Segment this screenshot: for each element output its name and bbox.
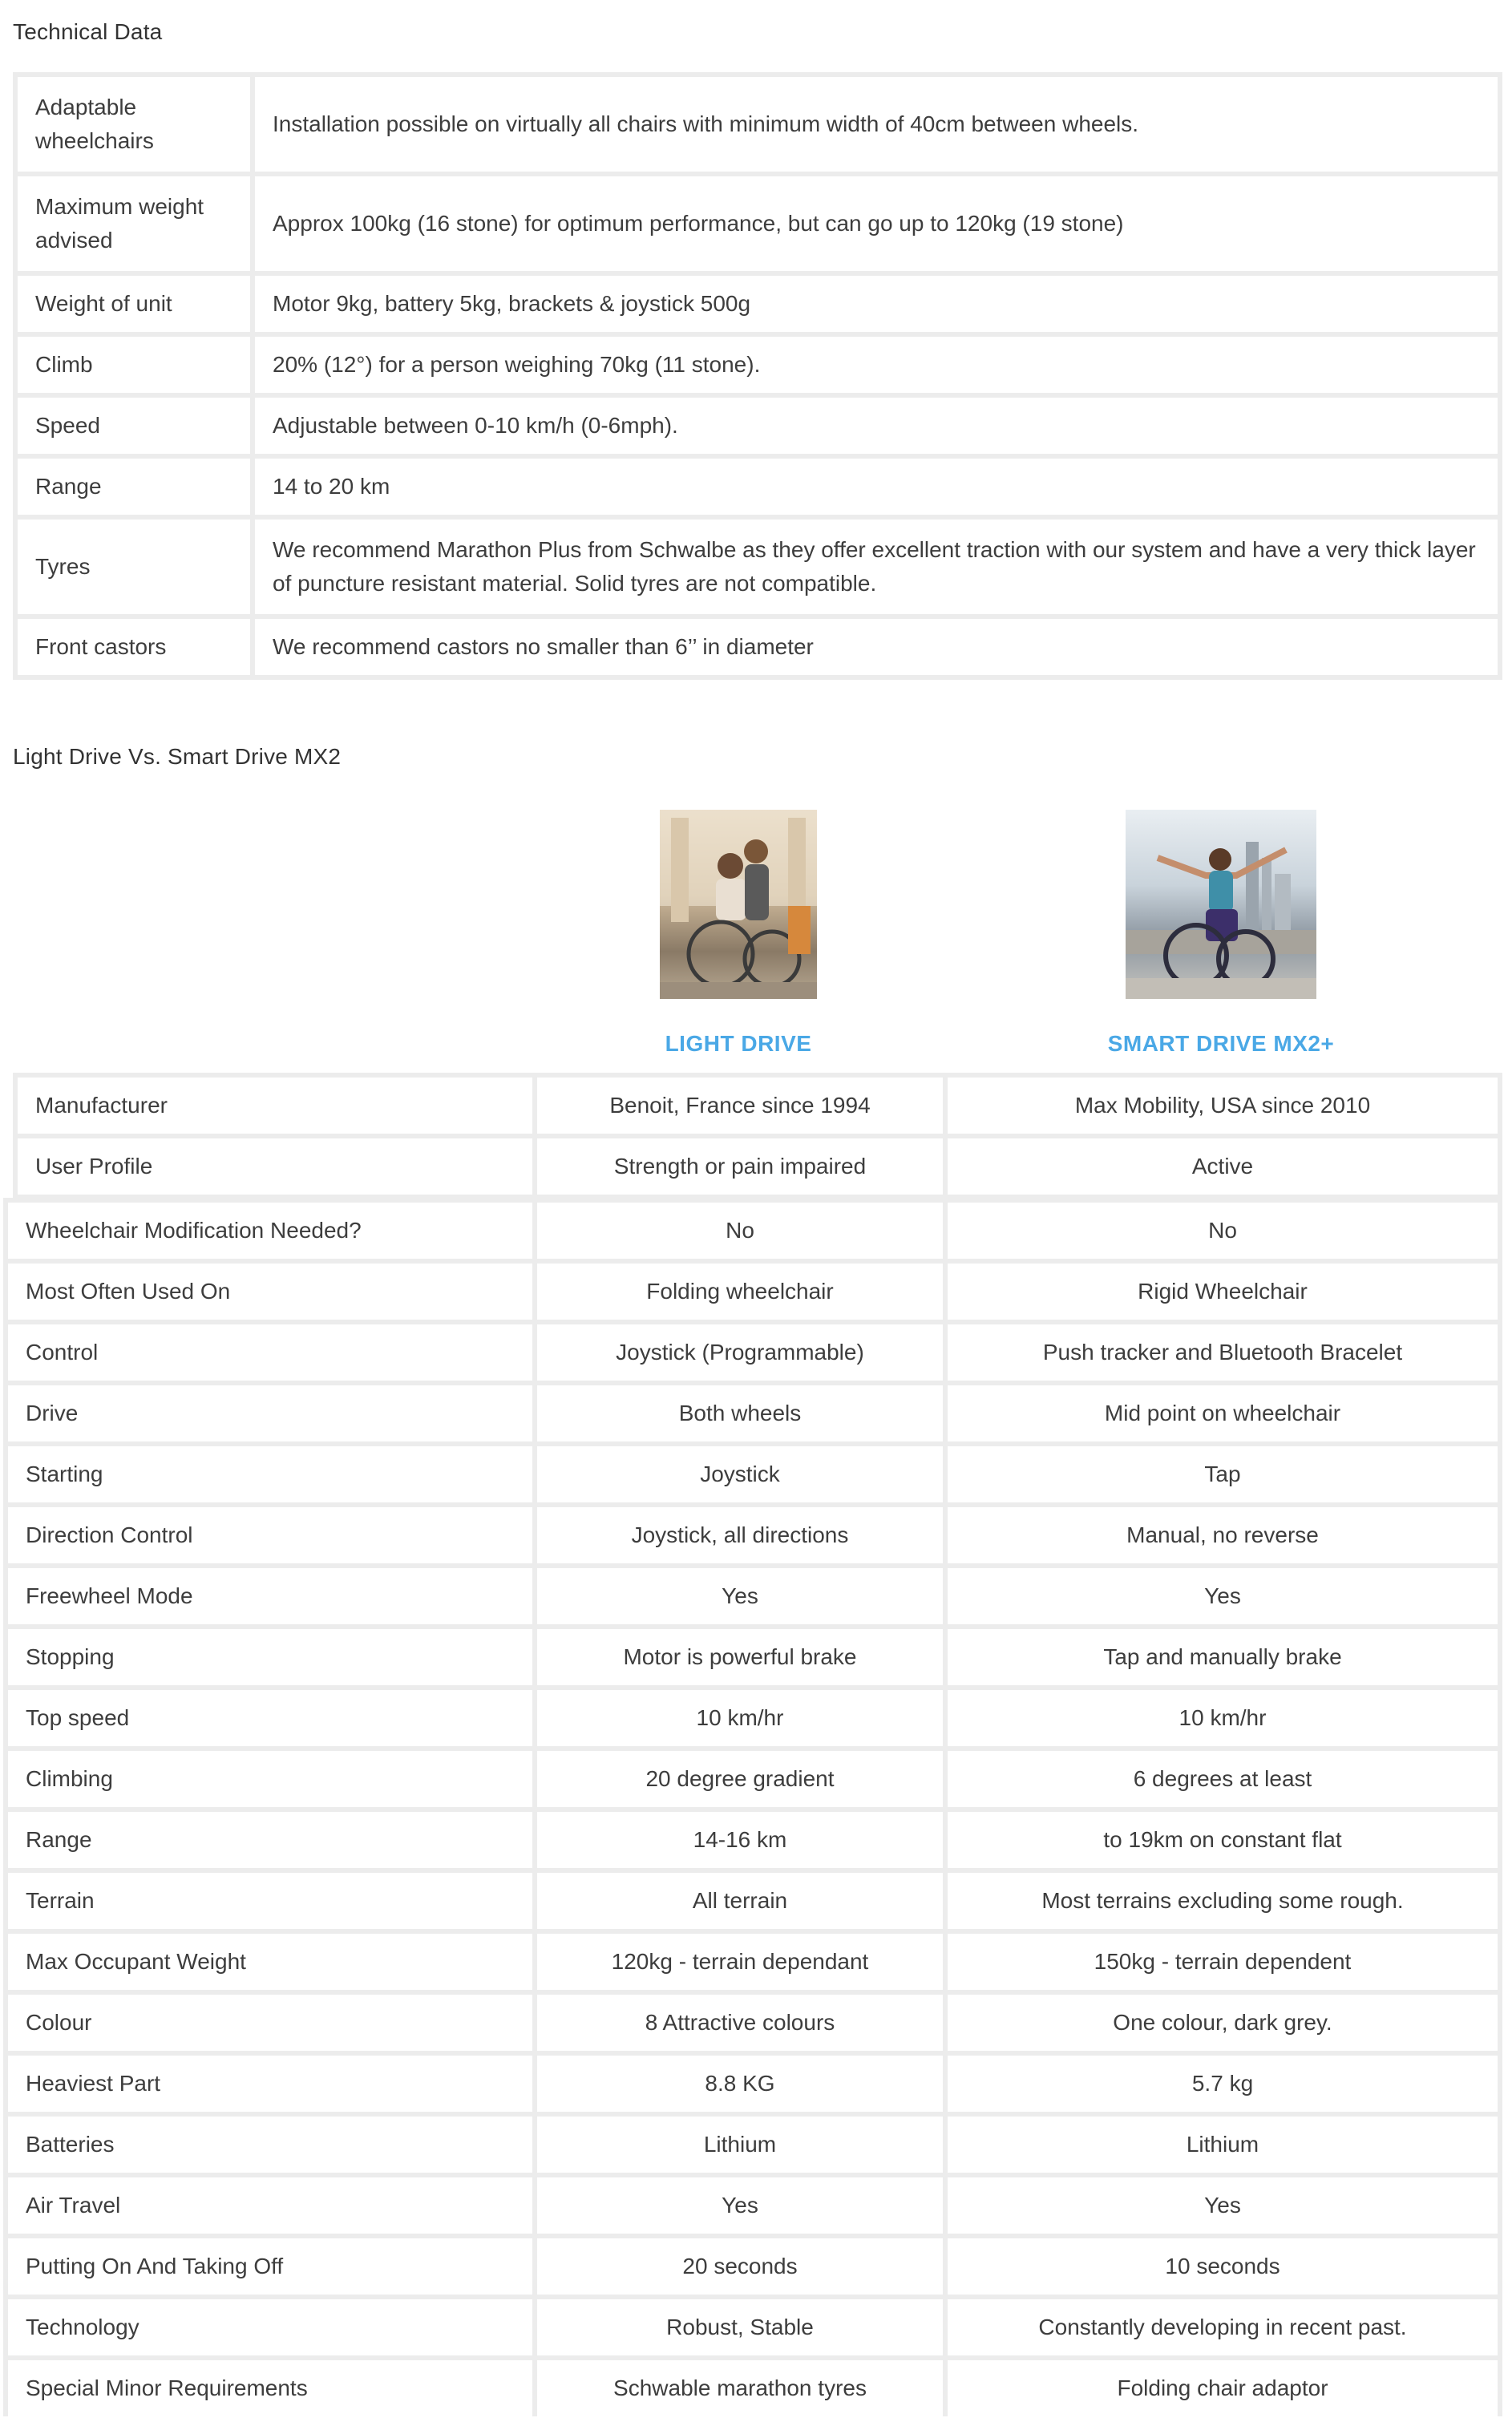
light-drive-cell: Yes — [537, 2177, 943, 2234]
light-drive-cell: 20 seconds — [537, 2238, 943, 2295]
table-row — [8, 1934, 1498, 1990]
light-drive-cell: Joystick — [537, 1446, 943, 1502]
table-row — [18, 459, 1498, 515]
row-label: Tyres — [18, 520, 250, 614]
smart-drive-cell: Yes — [948, 2177, 1498, 2234]
smart-drive-cell: Tap — [948, 1446, 1498, 1502]
smart-drive-cell: 10 km/hr — [948, 1690, 1498, 1746]
smart-drive-cell: 150kg - terrain dependent — [948, 1934, 1498, 1990]
light-drive-cell: 20 degree gradient — [537, 1751, 943, 1807]
comparison-table-main — [3, 1198, 1502, 2416]
technical-data-table — [13, 72, 1502, 680]
row-label: Adaptable wheelchairs — [18, 77, 250, 172]
smart-drive-cell: Max Mobility, USA since 2010 — [948, 1078, 1498, 1134]
smart-drive-cell: Manual, no reverse — [948, 1507, 1498, 1563]
table-row — [18, 337, 1498, 393]
attribute-cell: Stopping — [8, 1629, 532, 1685]
table-row — [8, 1264, 1498, 1320]
table-row — [18, 276, 1498, 332]
smart-drive-cell: Lithium — [948, 2117, 1498, 2173]
smart-drive-cell: Yes — [948, 1568, 1498, 1624]
smart-drive-cell: 5.7 kg — [948, 2056, 1498, 2112]
comparison-table-top — [13, 1073, 1502, 1199]
attribute-cell: Control — [8, 1324, 532, 1381]
smart-drive-cell: 10 seconds — [948, 2238, 1498, 2295]
attribute-cell: Most Often Used On — [8, 1264, 532, 1320]
attribute-cell: Freewheel Mode — [8, 1568, 532, 1624]
attribute-cell: User Profile — [18, 1138, 532, 1195]
light-drive-cell: Robust, Stable — [537, 2299, 943, 2355]
table-row — [8, 1324, 1498, 1381]
light-drive-cell: 8 Attractive colours — [537, 1995, 943, 2051]
smart-drive-cell: Push tracker and Bluetooth Bracelet — [948, 1324, 1498, 1381]
table-row — [8, 1568, 1498, 1624]
table-row — [8, 1751, 1498, 1807]
light-drive-cell: 120kg - terrain dependant — [537, 1934, 943, 1990]
light-drive-cell: Yes — [537, 1568, 943, 1624]
attribute-cell: Starting — [8, 1446, 532, 1502]
light-drive-cell: Joystick, all directions — [537, 1507, 943, 1563]
table-row — [8, 1446, 1498, 1502]
technical-data-title: Technical Data — [13, 19, 163, 44]
light-drive-cell: Strength or pain impaired — [537, 1138, 943, 1195]
smart-drive-cell: No — [948, 1203, 1498, 1259]
smart-drive-cell: Active — [948, 1138, 1498, 1195]
table-row — [8, 1507, 1498, 1563]
table-row — [8, 1385, 1498, 1441]
smart-drive-label: SMART DRIVE MX2+ — [1107, 1031, 1335, 1056]
table-row — [18, 520, 1498, 614]
attribute-cell: Drive — [8, 1385, 532, 1441]
row-label: Maximum weight advised — [18, 176, 250, 271]
table-row — [8, 2360, 1498, 2416]
table-row — [8, 1873, 1498, 1929]
table-row — [8, 2117, 1498, 2173]
attribute-cell: Max Occupant Weight — [8, 1934, 532, 1990]
row-value: We recommend Marathon Plus from Schwalbe as they offer excellent traction with our system and have a very thick layer of puncture resistant material. Solid tyres are not compatible. — [255, 520, 1498, 614]
table-row — [18, 77, 1498, 172]
row-value: Motor 9kg, battery 5kg, brackets & joystick 500g — [255, 276, 1498, 332]
comparison-title: Light Drive Vs. Smart Drive MX2 — [13, 744, 342, 769]
smart-drive-cell: Tap and manually brake — [948, 1629, 1498, 1685]
row-label: Speed — [18, 398, 250, 454]
attribute-cell: Air Travel — [8, 2177, 532, 2234]
light-drive-label: LIGHT DRIVE — [665, 1031, 812, 1056]
smart-drive-cell: Constantly developing in recent past. — [948, 2299, 1498, 2355]
attribute-cell: Wheelchair Modification Needed? — [8, 1203, 532, 1259]
attribute-cell: Terrain — [8, 1873, 532, 1929]
smart-drive-cell: Rigid Wheelchair — [948, 1264, 1498, 1320]
table-row — [8, 1629, 1498, 1685]
light-drive-cell: No — [537, 1203, 943, 1259]
table-row — [18, 176, 1498, 271]
row-value: Adjustable between 0-10 km/h (0-6mph). — [255, 398, 1498, 454]
attribute-cell: Putting On And Taking Off — [8, 2238, 532, 2295]
row-value: Installation possible on virtually all chairs with minimum width of 40cm between wheels. — [255, 77, 1498, 172]
light-drive-cell: 14-16 km — [537, 1812, 943, 1868]
attribute-cell: Range — [8, 1812, 532, 1868]
table-row — [8, 2056, 1498, 2112]
light-drive-cell: Schwable marathon tyres — [537, 2360, 943, 2416]
attribute-cell: Colour — [8, 1995, 532, 2051]
row-label: Weight of unit — [18, 276, 250, 332]
attribute-cell: Top speed — [8, 1690, 532, 1746]
light-drive-cell: Lithium — [537, 2117, 943, 2173]
row-label: Front castors — [18, 619, 250, 675]
table-row — [18, 1078, 1498, 1134]
table-row — [18, 1138, 1498, 1195]
light-drive-cell: Folding wheelchair — [537, 1264, 943, 1320]
smart-drive-cell: One colour, dark grey. — [948, 1995, 1498, 2051]
attribute-cell: Climbing — [8, 1751, 532, 1807]
light-drive-cell: 8.8 KG — [537, 2056, 943, 2112]
table-row — [18, 619, 1498, 675]
light-drive-cell: Joystick (Programmable) — [537, 1324, 943, 1381]
attribute-cell: Batteries — [8, 2117, 532, 2173]
product-header-light-drive — [547, 810, 930, 1057]
attribute-cell: Direction Control — [8, 1507, 532, 1563]
table-row — [8, 2238, 1498, 2295]
product-header-smart-drive — [946, 810, 1496, 1057]
table-row — [8, 1812, 1498, 1868]
light-drive-cell: Benoit, France since 1994 — [537, 1078, 943, 1134]
table-row — [8, 1995, 1498, 2051]
light-drive-cell: 10 km/hr — [537, 1690, 943, 1746]
smart-drive-cell: Most terrains excluding some rough. — [948, 1873, 1498, 1929]
row-value: Approx 100kg (16 stone) for optimum performance, but can go up to 120kg (19 stone) — [255, 176, 1498, 271]
row-label: Climb — [18, 337, 250, 393]
light-drive-photo — [660, 810, 817, 999]
table-row — [8, 1690, 1498, 1746]
row-value: 20% (12°) for a person weighing 70kg (11 stone). — [255, 337, 1498, 393]
smart-drive-cell: Mid point on wheelchair — [948, 1385, 1498, 1441]
smart-drive-cell: to 19km on constant flat — [948, 1812, 1498, 1868]
row-value: 14 to 20 km — [255, 459, 1498, 515]
attribute-cell: Special Minor Requirements — [8, 2360, 532, 2416]
table-row — [8, 1203, 1498, 1259]
attribute-cell: Manufacturer — [18, 1078, 532, 1134]
light-drive-cell: Both wheels — [537, 1385, 943, 1441]
smart-drive-photo — [1126, 810, 1316, 999]
light-drive-cell: Motor is powerful brake — [537, 1629, 943, 1685]
table-row — [8, 2299, 1498, 2355]
smart-drive-cell: 6 degrees at least — [948, 1751, 1498, 1807]
row-value: We recommend castors no smaller than 6’’ in diameter — [255, 619, 1498, 675]
table-row — [8, 2177, 1498, 2234]
row-label: Range — [18, 459, 250, 515]
smart-drive-cell: Folding chair adaptor — [948, 2360, 1498, 2416]
table-row — [18, 398, 1498, 454]
attribute-cell: Heaviest Part — [8, 2056, 532, 2112]
attribute-cell: Technology — [8, 2299, 532, 2355]
light-drive-cell: All terrain — [537, 1873, 943, 1929]
